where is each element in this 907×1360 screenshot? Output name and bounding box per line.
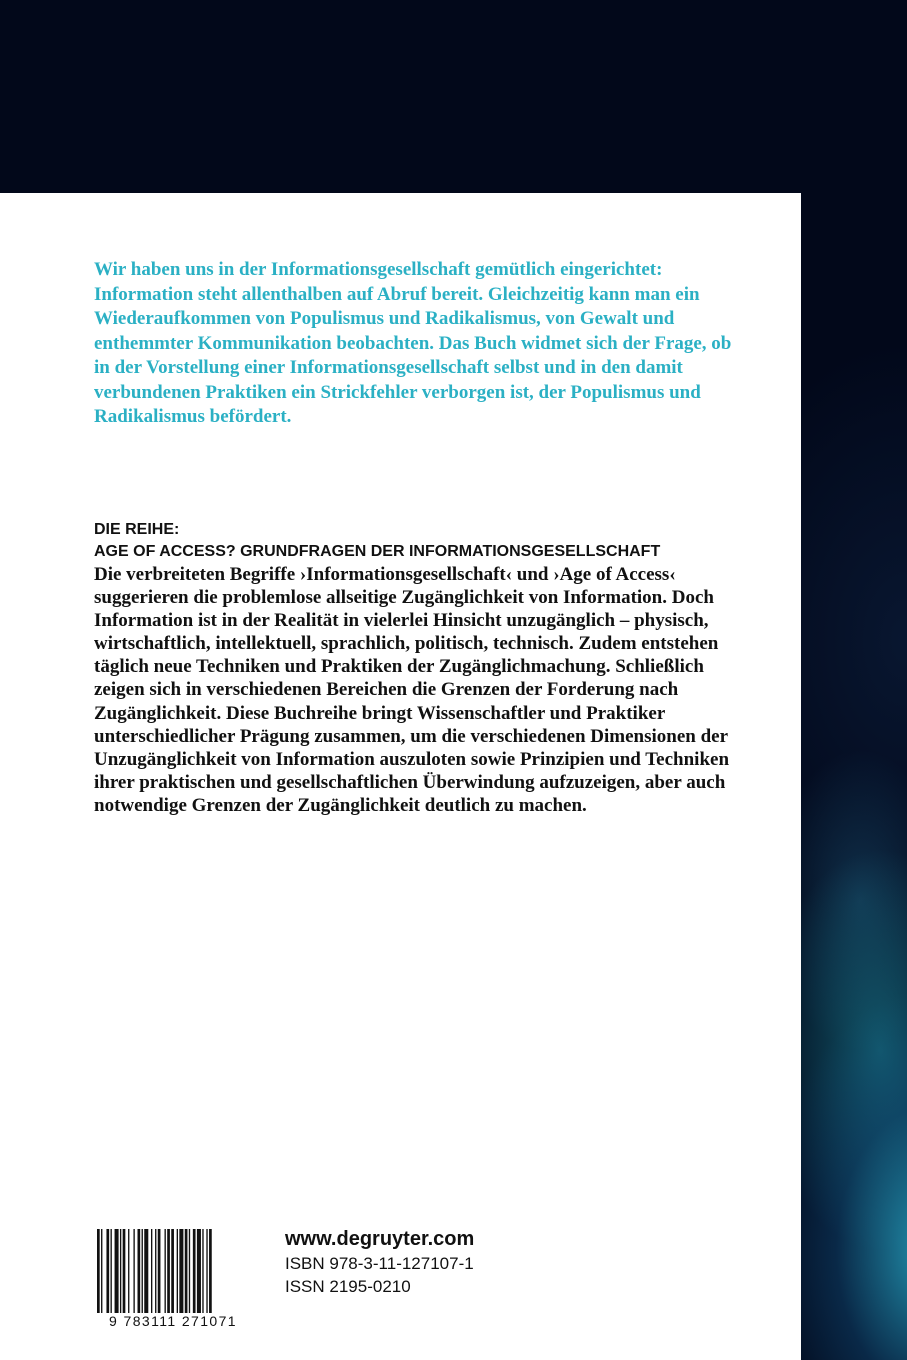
barcode-bar: [155, 1229, 156, 1313]
barcode-bar: [120, 1229, 121, 1313]
barcode-bar: [185, 1229, 188, 1313]
barcode-bar: [115, 1229, 119, 1313]
barcode-bar: [209, 1229, 212, 1313]
isbn-number: ISBN 978-3-11-127107-1: [285, 1254, 474, 1273]
barcode-bar: [151, 1229, 152, 1313]
publisher-url[interactable]: www.degruyter.com: [285, 1228, 475, 1250]
barcode-bar: [177, 1229, 178, 1313]
barcode-bar: [171, 1229, 174, 1313]
series-heading: [94, 519, 774, 563]
barcode-bar: [189, 1229, 190, 1313]
barcode-bar: [138, 1229, 141, 1313]
barcode-bar: [101, 1229, 102, 1313]
barcode-bar: [167, 1229, 170, 1313]
barcode-bar: [165, 1229, 166, 1313]
series-description: Die verbreiteten Begriffe ›Informationsgesellschaft‹ und ›Age of Access‹ suggerieren die problemlose allseitige Zugänglichkeit von Information. Doch Information ist in der Realität in vielerlei Hinsicht unzugänglich – physisch, wirtschaftlich, intellektuell, sprachlich, politisch, technisch. Zudem entstehen täglich neue Techniken und Praktiken der Zugänglichmachung. Schließlich zeigen sich in verschiedenen Bereichen die Grenzen der Forderung nach Zugänglichkeit. Diese Buchreihe bringt Wissenschaftler und Praktiker unterschiedlicher Prägung zusammen, um die verschiedenen Dimensionen der Unzugänglichkeit von Information auszuloten sowie Prinzipien und Techniken ihrer praktischen und gesellschaftlichen Überwindung aufzuzeigen, aber auch notwendige Grenzen der Zugänglichkeit deutlich zu machen.: [94, 564, 730, 816]
barcode-bar: [197, 1229, 201, 1313]
series-heading-label: DIE REIHE:: [94, 521, 180, 538]
barcode-digits: 9 783111 271071: [93, 1313, 253, 1329]
barcode-bar: [106, 1229, 109, 1313]
barcode-bar: [128, 1229, 129, 1313]
barcode-bar: [206, 1229, 207, 1313]
series-heading-title: AGE OF ACCESS? GRUNDFRAGEN DER INFORMATIONSGESELLSCHAFT: [94, 543, 661, 560]
barcode-bar: [123, 1229, 126, 1313]
barcode-bar: [133, 1229, 134, 1313]
barcode-bars: [93, 1229, 253, 1313]
book-blurb: Wir haben uns in der Informationsgesellschaft gemütlich eingerichtet: Information steht allenthalben auf Abruf bereit. Gleichzeitig kann man ein Wiederaufkommen von Populismus und Radikalismus, von Gewalt und enthemmter Kommunikation beobachten. Das Buch widmet sich der Frage, ob in der Vorstellung einer Informationsgesellschaft selbst und in den damit verbundenen Praktiken ein Strickfehler verborgen ist, der Populismus und Radikalismus befördert.: [94, 259, 732, 427]
barcode-bar: [193, 1229, 196, 1313]
barcode-bar: [142, 1229, 143, 1313]
barcode-bar: [144, 1229, 148, 1313]
barcode-bar: [179, 1229, 183, 1313]
barcode-bar: [202, 1229, 203, 1313]
issn-number: ISSN 2195-0210: [285, 1277, 411, 1296]
barcode-bar: [97, 1229, 100, 1313]
barcode-bar: [158, 1229, 161, 1313]
barcode-bar: [111, 1229, 112, 1313]
publisher-info: [285, 1226, 474, 1298]
